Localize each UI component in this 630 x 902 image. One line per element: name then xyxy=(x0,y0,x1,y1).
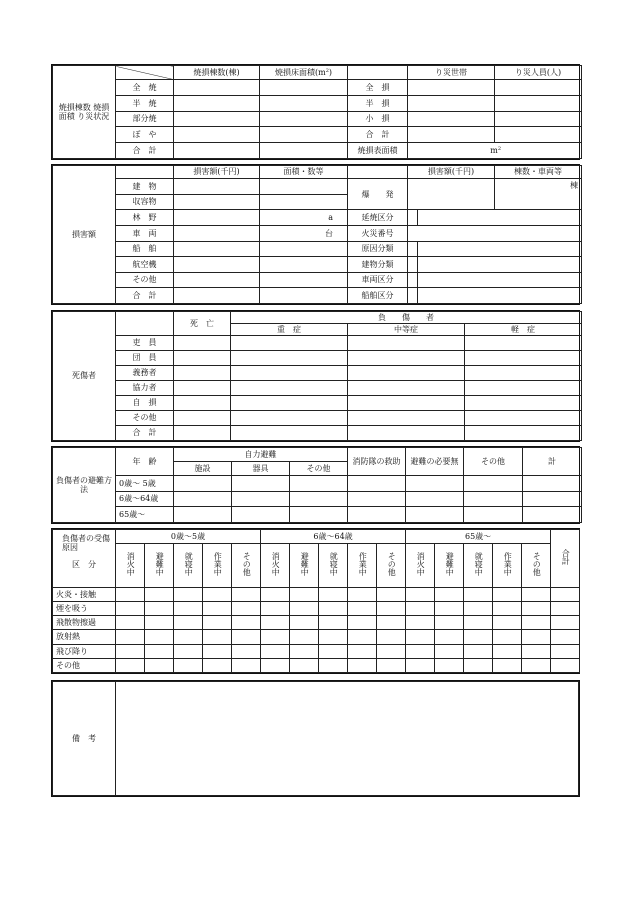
sub-header-evacuating: 避難中 xyxy=(145,544,174,588)
row-label-other: その他 xyxy=(116,272,174,288)
section-injury-cause xyxy=(51,528,580,674)
sub-header-working: 作業中 xyxy=(348,544,377,588)
col-header-self-other: その他 xyxy=(290,462,348,476)
row-label-burned-surface: 焼損表面積 xyxy=(348,143,408,159)
col-header-damage-amount-2: 損害額(千円) xyxy=(408,166,495,179)
row-label-casualty-total: 合 計 xyxy=(116,426,174,441)
unit-vehicle: 台 xyxy=(325,228,333,238)
row-label-smoke-inhalation: 煙を吸う xyxy=(53,602,116,616)
row-label-ship: 船 舶 xyxy=(116,241,174,257)
unit-are: a xyxy=(328,212,333,222)
col-header-other-method: その他 xyxy=(464,448,523,476)
col-header-burned-buildings: 焼損棟数(棟) xyxy=(174,66,260,80)
row-label-self-inflicted: 自 損 xyxy=(116,396,174,411)
col-header-self-evacuation: 自力避難 xyxy=(174,448,348,462)
section-damage xyxy=(51,164,580,305)
row-label-partial-burn: 部分焼 xyxy=(116,111,174,127)
row-label-burn-total: 合 計 xyxy=(116,143,174,159)
row-label-flame-contact: 火炎・接触 xyxy=(53,588,116,602)
row-label-jumping: 飛び降り xyxy=(53,644,116,658)
row-label-building: 建 物 xyxy=(116,179,174,195)
sub-header-sleeping: 就寝中 xyxy=(319,544,348,588)
col-header-building-vehicle-count: 棟数・車両等 xyxy=(495,166,582,179)
row-label-explosion: 爆 発 xyxy=(348,179,408,210)
col-header-victims: り災人員(人) xyxy=(495,66,582,80)
row-label-half-loss: 半 損 xyxy=(348,95,408,111)
label-category: 区 分 xyxy=(72,560,96,570)
row-label-corps-member: 団 員 xyxy=(116,351,174,366)
group-header-age-65-plus: 65歳～ xyxy=(406,530,551,544)
sub-header-firefighting: 消火中 xyxy=(406,544,435,588)
group-header-age-0-5: 0歳～5歳 xyxy=(116,530,261,544)
row-label-smolder: ぼ や xyxy=(116,127,174,143)
col-header-damage-amount: 損害額(千円) xyxy=(174,166,260,179)
section-remarks xyxy=(51,680,580,797)
row-label-cooperator: 協力者 xyxy=(116,381,174,396)
col-header-equipment: 器具 xyxy=(232,462,290,476)
row-label-aircraft: 航空機 xyxy=(116,257,174,273)
sub-header-other: その他 xyxy=(522,544,551,588)
sub-header-evacuating: 避難中 xyxy=(435,544,464,588)
table-row xyxy=(53,588,580,602)
row-label-damage-total: 合 計 xyxy=(116,288,174,304)
row-label-age-65-plus: 65歳～ xyxy=(116,507,174,523)
row-label-other-person: その他 xyxy=(116,411,174,426)
sub-header-working: 作業中 xyxy=(203,544,232,588)
sub-header-evacuating: 避難中 xyxy=(290,544,319,588)
section-title-burn: 焼損棟数 焼損面積 り災状況 xyxy=(53,66,116,159)
col-header-moderate: 中等症 xyxy=(348,324,465,336)
row-label-contents: 収容物 xyxy=(116,194,174,210)
section-burn-status xyxy=(51,64,580,160)
sub-header-sleeping: 就寝中 xyxy=(174,544,203,588)
row-label-full-burn: 全 焼 xyxy=(116,80,174,96)
section-title-evacuation: 負傷者の避難方法 xyxy=(53,448,116,523)
row-label-loss-total: 合 計 xyxy=(348,127,408,143)
col-header-death: 死 亡 xyxy=(174,312,231,336)
section-title-remarks: 備 考 xyxy=(53,682,116,796)
row-label-fire-number: 火災番号 xyxy=(348,225,408,241)
col-header-severe: 重 症 xyxy=(231,324,348,336)
sub-header-working: 作業中 xyxy=(493,544,522,588)
table-row xyxy=(53,630,580,644)
table-row xyxy=(53,602,580,616)
row-label-other-cause: その他 xyxy=(53,658,116,672)
col-header-burned-floor-area: 焼損床面積$(m^2)$ xyxy=(260,66,348,80)
table-row xyxy=(53,616,580,630)
col-header-cause-total: 合計 xyxy=(551,530,580,588)
row-label-forest: 林 野 xyxy=(116,210,174,226)
row-label-age-0-5: 0歳～ 5歳 xyxy=(116,476,174,492)
col-header-facility: 施設 xyxy=(174,462,232,476)
sub-header-firefighting: 消火中 xyxy=(261,544,290,588)
col-header-area-count: 面積・数等 xyxy=(260,166,348,179)
table-row xyxy=(53,644,580,658)
row-label-age-6-64: 6歳～64歳 xyxy=(116,491,174,507)
col-header-mild: 軽 症 xyxy=(465,324,582,336)
row-label-debris-abrasion: 飛散物擦過 xyxy=(53,616,116,630)
col-header-injured: 負 傷 者 xyxy=(231,312,582,324)
sub-header-other: その他 xyxy=(377,544,406,588)
sub-header-sleeping: 就寝中 xyxy=(464,544,493,588)
burned-surface-value[interactable]: $m^2$ xyxy=(408,143,582,159)
unit-building: 棟 xyxy=(570,181,578,190)
explosion-count-cell[interactable] xyxy=(495,179,582,210)
col-header-households: り災世帯 xyxy=(408,66,495,80)
row-label-cause-class: 原因分類 xyxy=(348,241,408,257)
section-title-injury-cause: 負傷者の受傷原因 xyxy=(62,534,110,553)
diagonal-header-cell xyxy=(116,66,174,80)
remarks-field[interactable] xyxy=(116,682,579,796)
row-label-ship-class: 船舶区分 xyxy=(348,288,408,304)
section-title-casualties: 死傷者 xyxy=(53,312,116,441)
row-label-half-burn: 半 焼 xyxy=(116,95,174,111)
forest-area-cell[interactable] xyxy=(260,210,348,226)
row-label-full-loss: 全 損 xyxy=(348,80,408,96)
table-row xyxy=(53,658,580,672)
row-label-building-class: 建物分類 xyxy=(348,257,408,273)
row-label-obligated: 義務者 xyxy=(116,366,174,381)
row-label-vehicle-class: 車両区分 xyxy=(348,272,408,288)
col-header-evac-total: 計 xyxy=(523,448,582,476)
vehicle-count-cell[interactable] xyxy=(260,225,348,241)
row-label-radiant-heat: 放射熱 xyxy=(53,630,116,644)
row-label-officer: 吏 員 xyxy=(116,336,174,351)
row-label-small-loss: 小 損 xyxy=(348,111,408,127)
row-label-vehicle: 車 両 xyxy=(116,225,174,241)
section-casualties xyxy=(51,310,580,442)
section-evacuation xyxy=(51,446,580,524)
col-header-fire-rescue: 消防隊の救助 xyxy=(348,448,406,476)
col-header-no-evacuation-needed: 避難の必要無 xyxy=(406,448,464,476)
sub-header-firefighting: 消火中 xyxy=(116,544,145,588)
section-title-damage: 損害額 xyxy=(53,166,116,304)
col-header-age: 年 齢 xyxy=(116,448,174,476)
group-header-age-6-64: 6歳～64歳 xyxy=(261,530,406,544)
sub-header-other: その他 xyxy=(232,544,261,588)
row-label-spread-class: 延焼区分 xyxy=(348,210,408,226)
